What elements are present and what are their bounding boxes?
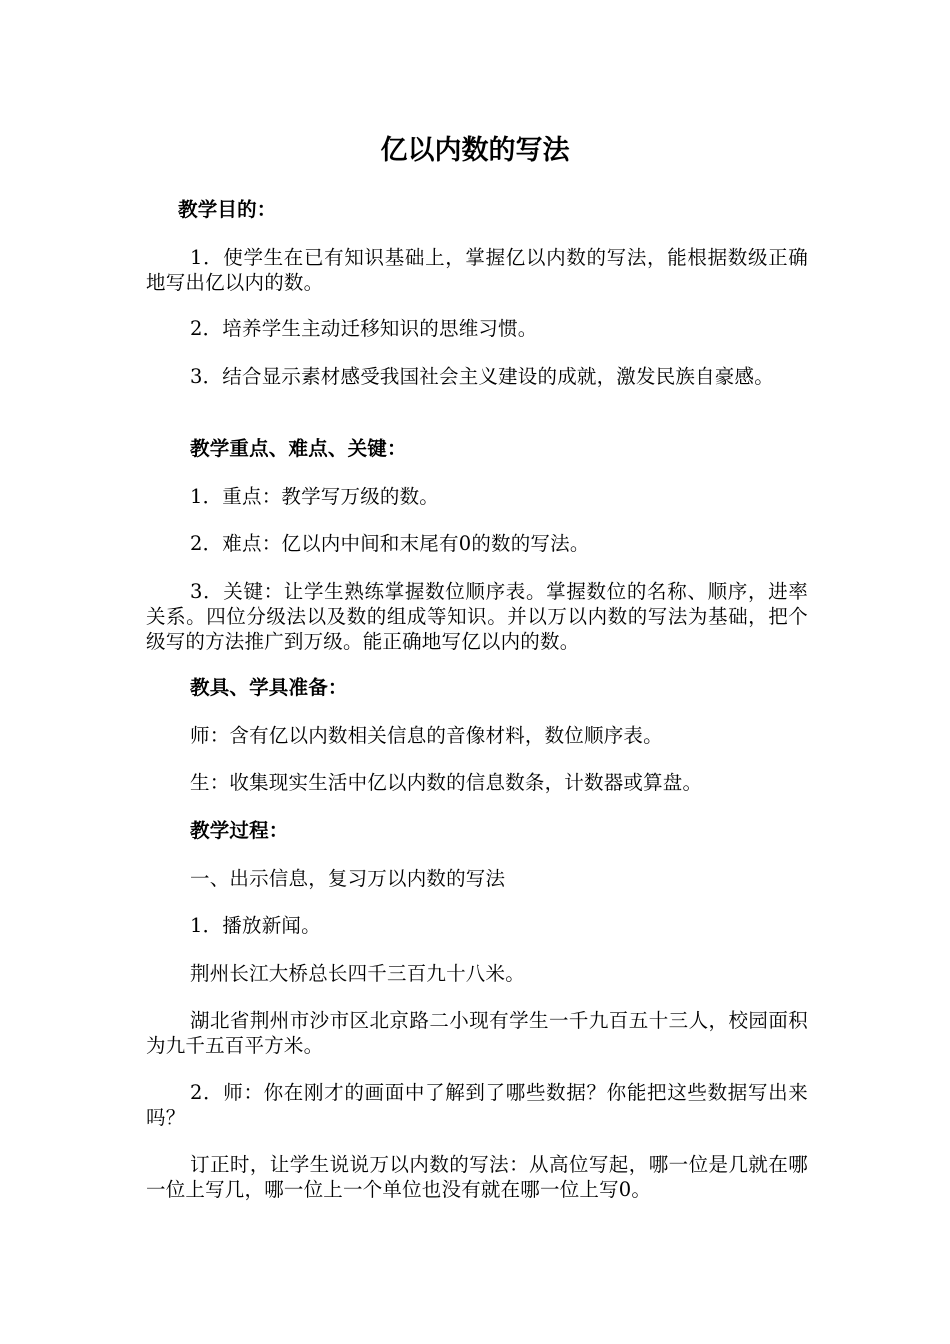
section-heading-key-points: 教学重点、难点、关键： (190, 437, 407, 460)
paragraph-objective-2: 2．培养学生主动迁移知识的思维习惯。 (190, 317, 538, 340)
paragraph-objective-3: 3．结合显示素材感受我国社会主义建设的成就，激发民族自豪感。 (190, 365, 774, 388)
paragraph-key-point-1: 1．重点：教学写万级的数。 (190, 485, 440, 508)
section-heading-materials: 教具、学具准备： (190, 676, 348, 699)
paragraph-teacher-materials: 师：含有亿以内数相关信息的音像材料，数位顺序表。 (190, 724, 663, 747)
paragraph-step-1-1: 1．播放新闻。 (190, 914, 321, 937)
section-heading-process: 教学过程： (190, 819, 289, 842)
paragraph-step-1-2: 2．师：你在刚才的画面中了解到了哪些数据？你能把这些数据写出来吗？ (146, 1081, 808, 1129)
paragraph-objective-1: 1．使学生在已有知识基础上，掌握亿以内数的写法，能根据数级正确地写出亿以内的数。 (146, 246, 808, 294)
paragraph-student-materials: 生：收集现实生活中亿以内数的信息数条，计数器或算盘。 (190, 771, 703, 794)
section-heading-objectives: 教学目的： (178, 198, 277, 221)
paragraph-news-school: 湖北省荆州市沙市区北京路二小现有学生一千九百五十三人，校园面积为九千五百平方米。 (146, 1009, 808, 1057)
paragraph-step-1: 一、出示信息，复习万以内数的写法 (190, 867, 506, 890)
document-title: 亿以内数的写法 (380, 135, 570, 166)
paragraph-key-point-2: 2．难点：亿以内中间和末尾有0的数的写法。 (190, 532, 590, 555)
paragraph-news-bridge: 荆州长江大桥总长四千三百九十八米。 (190, 962, 525, 985)
paragraph-key-point-3: 3．关键：让学生熟练掌握数位顺序表。掌握数位的名称、顺序，进率关系。四位分级法以及数的组成等知识。并以万以内数的写法为基础，把个级写的方法推广到万级。能正确地写亿以内的数。 (146, 580, 808, 653)
paragraph-correction: 订正时，让学生说说万以内数的写法：从高位写起，哪一位是几就在哪一位上写几，哪一位上一个单位也没有就在哪一位上写0。 (146, 1153, 808, 1201)
